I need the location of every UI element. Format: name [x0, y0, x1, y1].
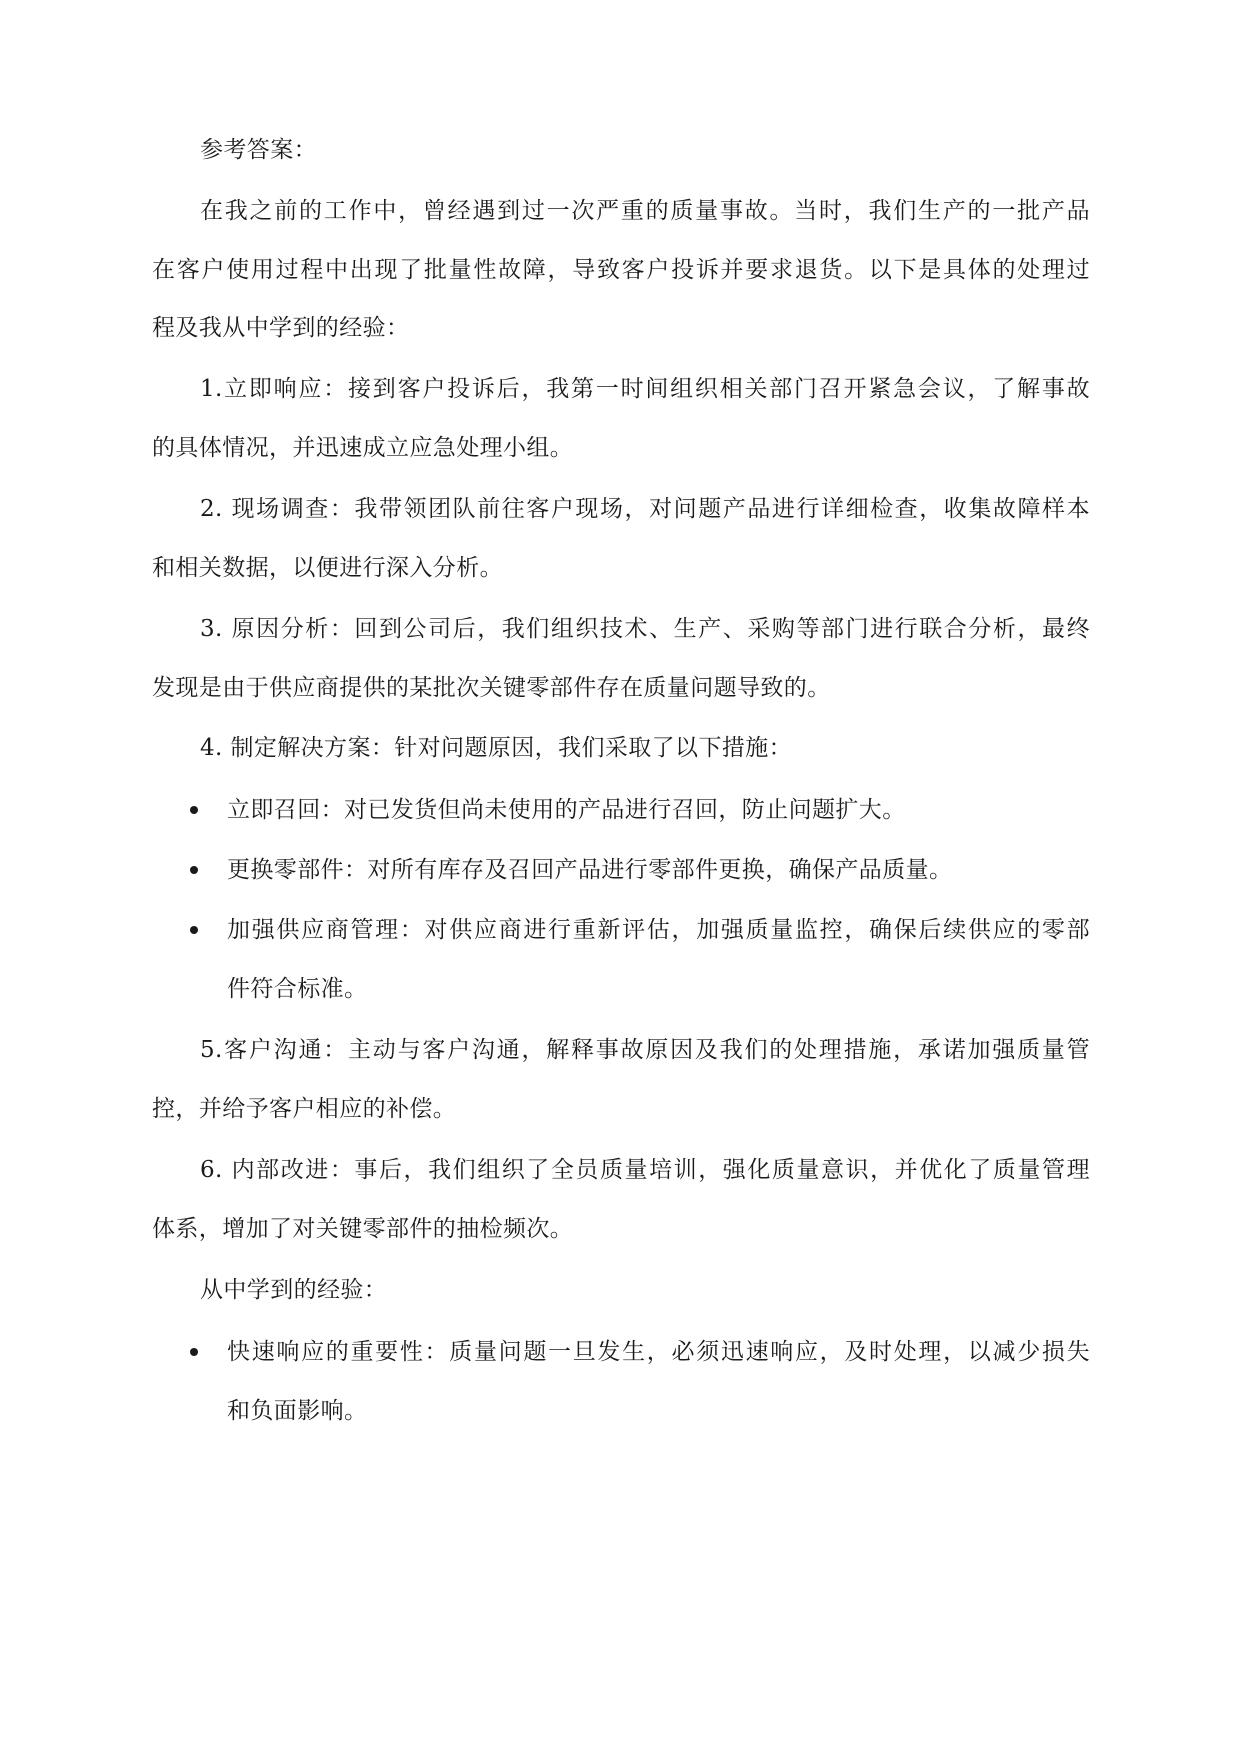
step-5-line-2: 控，并给予客户相应的补偿。	[152, 1096, 457, 1122]
intro-line-3: 程及我从中学到的经验：	[152, 315, 410, 341]
measure-recall: 立即召回：对已发货但尚未使用的产品进行召回，防止问题扩大。	[227, 797, 906, 823]
lessons-heading: 从中学到的经验：	[200, 1277, 388, 1303]
document-page	[152, 0, 1090, 1754]
intro-line-2: 在客户使用过程中出现了批量性故障，导致客户投诉并要求退货。以下是具体的处理过	[152, 257, 1090, 283]
step-1-line-1: 1.立即响应：接到客户投诉后，我第一时间组织相关部门召开紧急会议，了解事故	[200, 376, 1090, 402]
step-3-line-2: 发现是由于供应商提供的某批次关键零部件存在质量问题导致的。	[152, 675, 831, 701]
step-2-line-1: 2. 现场调查：我带领团队前往客户现场，对问题产品进行详细检查，收集故障样本	[200, 496, 1090, 522]
measure-supplier-line-1: 加强供应商管理：对供应商进行重新评估，加强质量监控，确保后续供应的零部	[227, 917, 1090, 943]
answer-heading: 参考答案：	[200, 137, 317, 163]
bullet-dot	[190, 806, 198, 814]
bullet-dot	[190, 926, 198, 934]
bullet-dot	[190, 1348, 198, 1356]
lesson-1-line-2: 和负面影响。	[227, 1398, 368, 1424]
measure-replace-parts: 更换零部件：对所有库存及召回产品进行零部件更换，确保产品质量。	[227, 857, 953, 883]
step-6-line-1: 6. 内部改进：事后，我们组织了全员质量培训，强化质量意识，并优化了质量管理	[200, 1157, 1090, 1183]
step-4-line-1: 4. 制定解决方案：针对问题原因，我们采取了以下措施：	[200, 735, 793, 761]
step-1-line-2: 的具体情况，并迅速成立应急处理小组。	[152, 435, 574, 461]
step-3-line-1: 3. 原因分析：回到公司后，我们组织技术、生产、采购等部门进行联合分析，最终	[200, 616, 1090, 642]
step-6-line-2: 体系，增加了对关键零部件的抽检频次。	[152, 1216, 574, 1242]
intro-line-1: 在我之前的工作中，曾经遇到过一次严重的质量事故。当时，我们生产的一批产品	[200, 198, 1090, 224]
step-2-line-2: 和相关数据，以便进行深入分析。	[152, 555, 503, 581]
bullet-dot	[190, 866, 198, 874]
lesson-1-line-1: 快速响应的重要性：质量问题一旦发生，必须迅速响应，及时处理，以减少损失	[227, 1339, 1090, 1365]
measure-supplier-line-2: 件符合标准。	[227, 976, 368, 1002]
step-5-line-1: 5.客户沟通：主动与客户沟通，解释事故原因及我们的处理措施，承诺加强质量管	[200, 1037, 1090, 1063]
